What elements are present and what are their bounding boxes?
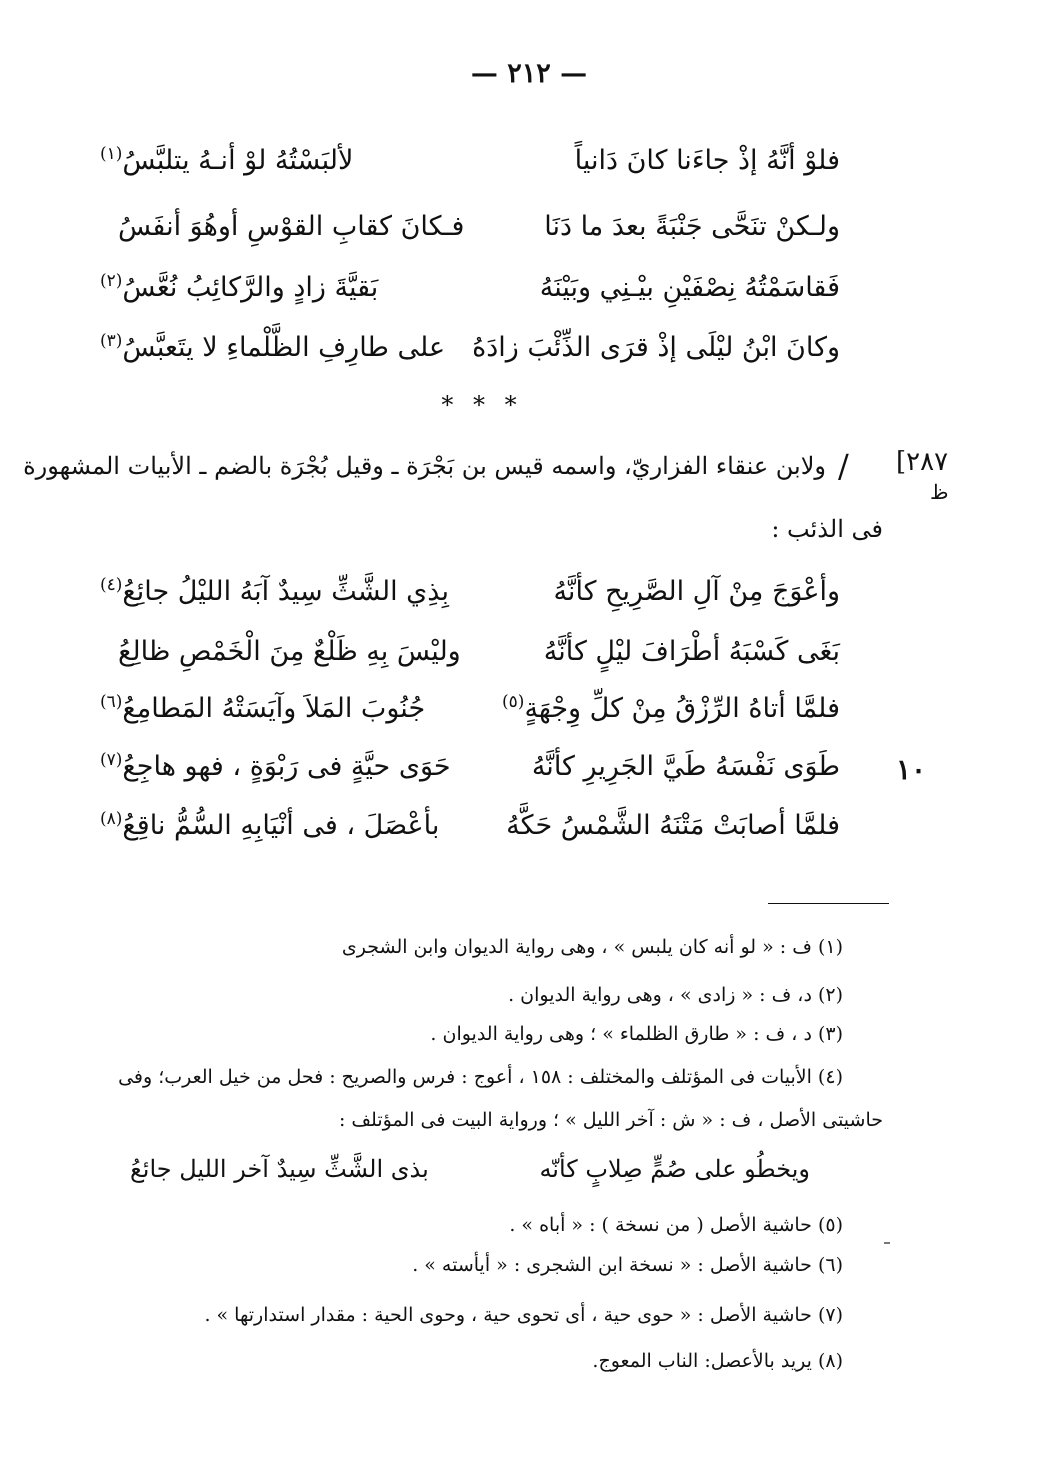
verse-line [100,806,840,846]
footnote-marker: (٧) [100,750,123,770]
verse-second-hemistich-text: على طارِفِ الظَّلْماءِ لا يتَعبَّسُ [122,332,446,363]
footnote: (٣) د ، ف : « طارق الظلماء » ؛ وهى رواية الديوان . [430,1023,843,1045]
verse-line [100,689,840,729]
verse-first-hemistich: ولـكنْ تنَحَّى جَنْبَةً بعدَ ما دَنَا [544,211,840,242]
verse-first-hemistich [502,689,840,729]
footnote-verse-second-hemistich: بذى الشَّثِّ سِيدٌ آخر الليل جائعُ [130,1155,429,1183]
footnote-divider [768,903,889,904]
footnote-marker: (٢) [100,271,123,291]
verse-second-hemistich-text: حَوَى حيَّةٍ فى رَبْوَةٍ ، فهو هاجِعُ [122,751,451,782]
verse-second-hemistich [100,689,425,729]
verse-line [118,632,840,672]
footnote-marker: (٨) [100,809,123,829]
verse-second-hemistich [100,747,451,787]
footnote: (٤) الأبيات فى المؤتلف والمختلف : ١٥٨ ، أعوج : فرس والصريح : فحل من خيل العرب؛ وفى [118,1066,843,1088]
folio-slash: / [838,447,849,485]
entry-number: [٢٨٧ [896,447,949,477]
footnote: (٦) حاشية الأصل : « نسخة ابن الشجرى : « أيأسته » . [412,1254,843,1276]
verse-line [100,268,840,308]
verse-second-hemistich [100,328,445,368]
footnote-marker: (١) [100,144,123,164]
entry-intro-line: فى الذئب : [771,515,883,543]
verse-first-hemistich: فَقاسَمْتُهُ نِصْفَيْنِ بيْـنِي وبَيْنَهُ [539,272,840,303]
verse-first-hemistich: فلمَّا أصابَتْ مَتْنَهُ الشَّمْسُ حَكَّهُ [506,810,840,841]
entry-intro-line: ولابن عنقاء الفزاريّ، واسمه قيس بن بَجْرَة ـ وقيل بُجْرَة بالضم ـ الأبيات المشهورة [23,452,826,480]
verse-first-hemistich: بَغَى كَسْبَهُ أطْرَافَ ليْلٍ كأنَّهُ [543,636,840,667]
footnote-marker: (٥) [502,692,525,712]
page-number: — ٢١٢ — [470,58,588,89]
verse-second-hemistich [100,268,378,308]
verse-first-hemistich: فلوْ أنَّهُ إذْ جاءَنا كانَ دَانياً [574,145,840,176]
verse-first-hemistich-text: فلمَّا أتاهُ الرِّزْقُ مِنْ كلِّ وِجْهَةٍ [524,693,840,724]
verse-line [100,572,840,612]
margin-mark [884,1242,890,1244]
section-separator: * * * [441,391,523,419]
verse-first-hemistich: وأعْوَجَ مِنْ آلِ الصَّرِيحِ كأنَّهُ [553,576,840,607]
verse-second-hemistich: فـكانَ كقابِ القوْسِ أوهُوَ أنفَسُ [118,211,465,242]
verse-second-hemistich-text: لألبَسْتُهُ لوْ أنـهُ يتلبَّسُ [122,145,354,176]
verse-second-hemistich: وليْسَ بِهِ ظَلْعٌ مِنَ الْخَمْصِ ظالِعُ [118,636,461,667]
verse-second-hemistich-text: بِذِي الشَّثِّ سِيدٌ آبَهُ الليْلُ جائِعُ [122,576,449,607]
footnote: (٢) د، ف : « زادى » ، وهى رواية الديوان . [508,984,843,1006]
footnote: (٧) حاشية الأصل : « حوى حية ، أى تحوى حية ، وحوى الحية : مقدار استدارتها » . [204,1304,843,1326]
verse-line [100,328,840,368]
verse-first-hemistich: وكانَ ابْنُ ليْلَى إذْ قرَى الذِّئْبَ زادَهُ [472,332,840,363]
verse-second-hemistich-text: بأعْصَلَ ، فى أنْيَابِهِ السُّمُّ ناقِعُ [122,810,440,841]
verse-line [118,207,840,247]
verse-second-hemistich-text: جُنُوبَ المَلاَ وآيَسَتْهُ المَطامِعُ [122,693,426,724]
footnote-marker: (٣) [100,331,123,351]
verse-second-hemistich [100,572,449,612]
footnote: (١) ف : « لو أنه كان يلبس » ، وهى رواية الديوان وابن الشجرى [341,936,843,958]
verse-line [100,747,840,787]
entry-sub-marker: ظ [930,480,949,504]
verse-second-hemistich [100,141,353,181]
line-number-marker: ١٠ [896,753,927,786]
verse-line [100,141,840,181]
footnote: (٨) يريد بالأعصل: الناب المعوج. [592,1350,843,1372]
footnote: (٥) حاشية الأصل ( من نسخة ) : « أباه » . [509,1214,843,1236]
verse-second-hemistich-text: بَقيَّةَ زادٍ والرَّكائِبُ نُعَّسُ [122,272,379,303]
verse-second-hemistich [100,806,439,846]
footnote-verse-first-hemistich: ويخطُو على صُمٍّ صِلابٍ كأنّه [539,1155,810,1183]
footnote-marker: (٦) [100,692,123,712]
footnote-marker: (٤) [100,575,123,595]
footnote-verse [130,1155,810,1191]
verse-first-hemistich: طَوَى نَفْسَهُ طَيَّ الجَرِيرِ كأنَّهُ [531,751,840,782]
footnote-continuation: حاشيتى الأصل ، ف : « ش : آخر الليل » ؛ ورواية البيت فى المؤتلف : [338,1109,883,1131]
